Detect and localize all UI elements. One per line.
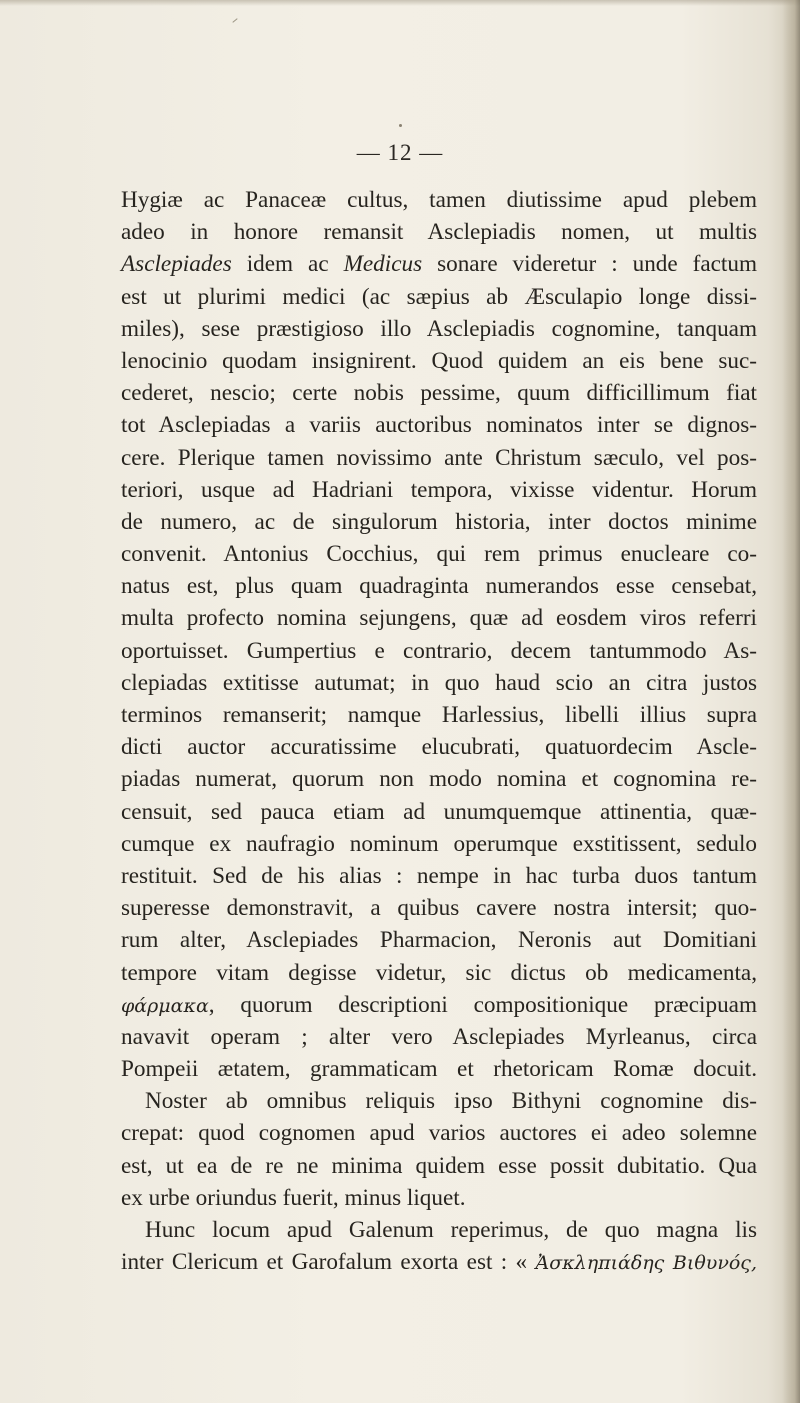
text-line: censuit, sed pauca etiam ad unumquemque attinentia, quæ-: [121, 798, 757, 825]
text-line: oportuisset. Gumpertius e contrario, decem tantummodo As-: [121, 637, 757, 664]
text-line: crepat: quod cognomen apud varios auctores ei adeo solemne: [121, 1120, 757, 1147]
greek-word: Ἀσκληπιάδης Βιθυνός,: [535, 1252, 757, 1275]
text-fragment: idem ac: [231, 251, 344, 278]
italic-term: Asclepiades: [121, 251, 232, 278]
page-number: — 12 —: [356, 140, 444, 165]
text-line: convenit. Antonius Cocchius, qui rem primus enucleare co-: [121, 541, 757, 568]
text-line: tempore vitam degisse videtur, sic dictus ob medicamenta,: [121, 959, 757, 986]
page-binding-shadow: [782, 0, 800, 1403]
text-line: [121, 1246, 757, 1278]
text-line: Pompeii ætatem, grammaticam et rhetoricam Romæ docuit.: [121, 1056, 757, 1083]
text-line: lenocinio quodam insignirent. Quod quidem an eis bene suc-: [121, 347, 757, 374]
text-line: clepiadas extitisse autumat; in quo haud scio an citra justos: [121, 669, 757, 696]
text-line: cumque ex naufragio nominum operumque exstitissent, sedulo: [121, 830, 757, 857]
text-line: est ut plurimi medici (ac sæpius ab Æsculapio longe dissi-: [121, 283, 757, 310]
text-line: adeo in honore remansit Asclepiadis nomen, ut multis: [121, 219, 757, 246]
text-line: de numero, ac de singulorum historia, inter doctos minime: [121, 508, 757, 535]
text-fragment: , quorum descriptioni compositionique præcipuam: [208, 991, 757, 1018]
body-text: [121, 184, 757, 1278]
page-top-shadow: [0, 0, 800, 6]
greek-word: φάρμακα: [121, 994, 209, 1017]
text-line: navavit operam ; alter vero Asclepiades Myrleanus, circa: [121, 1023, 757, 1050]
text-line: restituit. Sed de his alias : nempe in hac turba duos tantum: [121, 862, 757, 889]
text-line: dicti auctor accuratissime elucubrati, quatuordecim Ascle-: [121, 734, 757, 761]
text-line: tot Asclepiadas a variis auctoribus nominatos inter se dignos-: [121, 412, 757, 439]
text-fragment: inter Clericum et Garofalum exorta est : «: [121, 1249, 536, 1276]
text-line: [121, 248, 757, 280]
text-line: cederet, nescio; certe nobis pessime, quum difficillimum fiat: [121, 380, 757, 407]
text-line: cere. Plerique tamen novissimo ante Christum sæculo, vel pos-: [121, 444, 757, 471]
text-line: Hygiæ ac Panaceæ cultus, tamen diutissime apud plebem: [121, 187, 757, 213]
text-line: ex urbe oriundus fuerit, minus liquet.: [121, 1184, 466, 1211]
ink-dot: [399, 124, 402, 127]
text-line: Noster ab omnibus reliquis ipso Bithyni cognomine dis-: [145, 1088, 757, 1115]
text-line: est, ut ea de re ne minima quidem esse possit dubitatio. Qua: [121, 1152, 757, 1179]
text-line: multa profecto nomina sejungens, quæ ad eosdem viros referri: [121, 605, 757, 632]
text-line: piadas numerat, quorum non modo nomina et cognomina re-: [121, 766, 757, 793]
text-line: terminos remanserit; namque Harlessius, libelli illius supra: [121, 702, 757, 728]
italic-term: Medicus: [343, 251, 423, 278]
text-line: miles), sese præstigioso illo Asclepiadis cognomine, tanquam: [121, 315, 757, 342]
text-fragment: sonare videretur : unde factum: [422, 251, 757, 278]
text-line: teriori, usque ad Hadriani tempora, vixisse videntur. Horum: [121, 476, 757, 503]
text-line: rum alter, Asclepiades Pharmacion, Neronis aut Domitiani: [121, 927, 757, 954]
text-line: natus est, plus quam quadraginta numerandos esse censebat,: [121, 573, 757, 600]
pencil-mark: [232, 18, 237, 23]
text-line: [121, 989, 757, 1021]
text-line: superesse demonstravit, a quibus cavere nostra intersit; quo-: [121, 895, 757, 922]
text-line: Hunc locum apud Galenum reperimus, de quo magna lis: [145, 1217, 757, 1243]
